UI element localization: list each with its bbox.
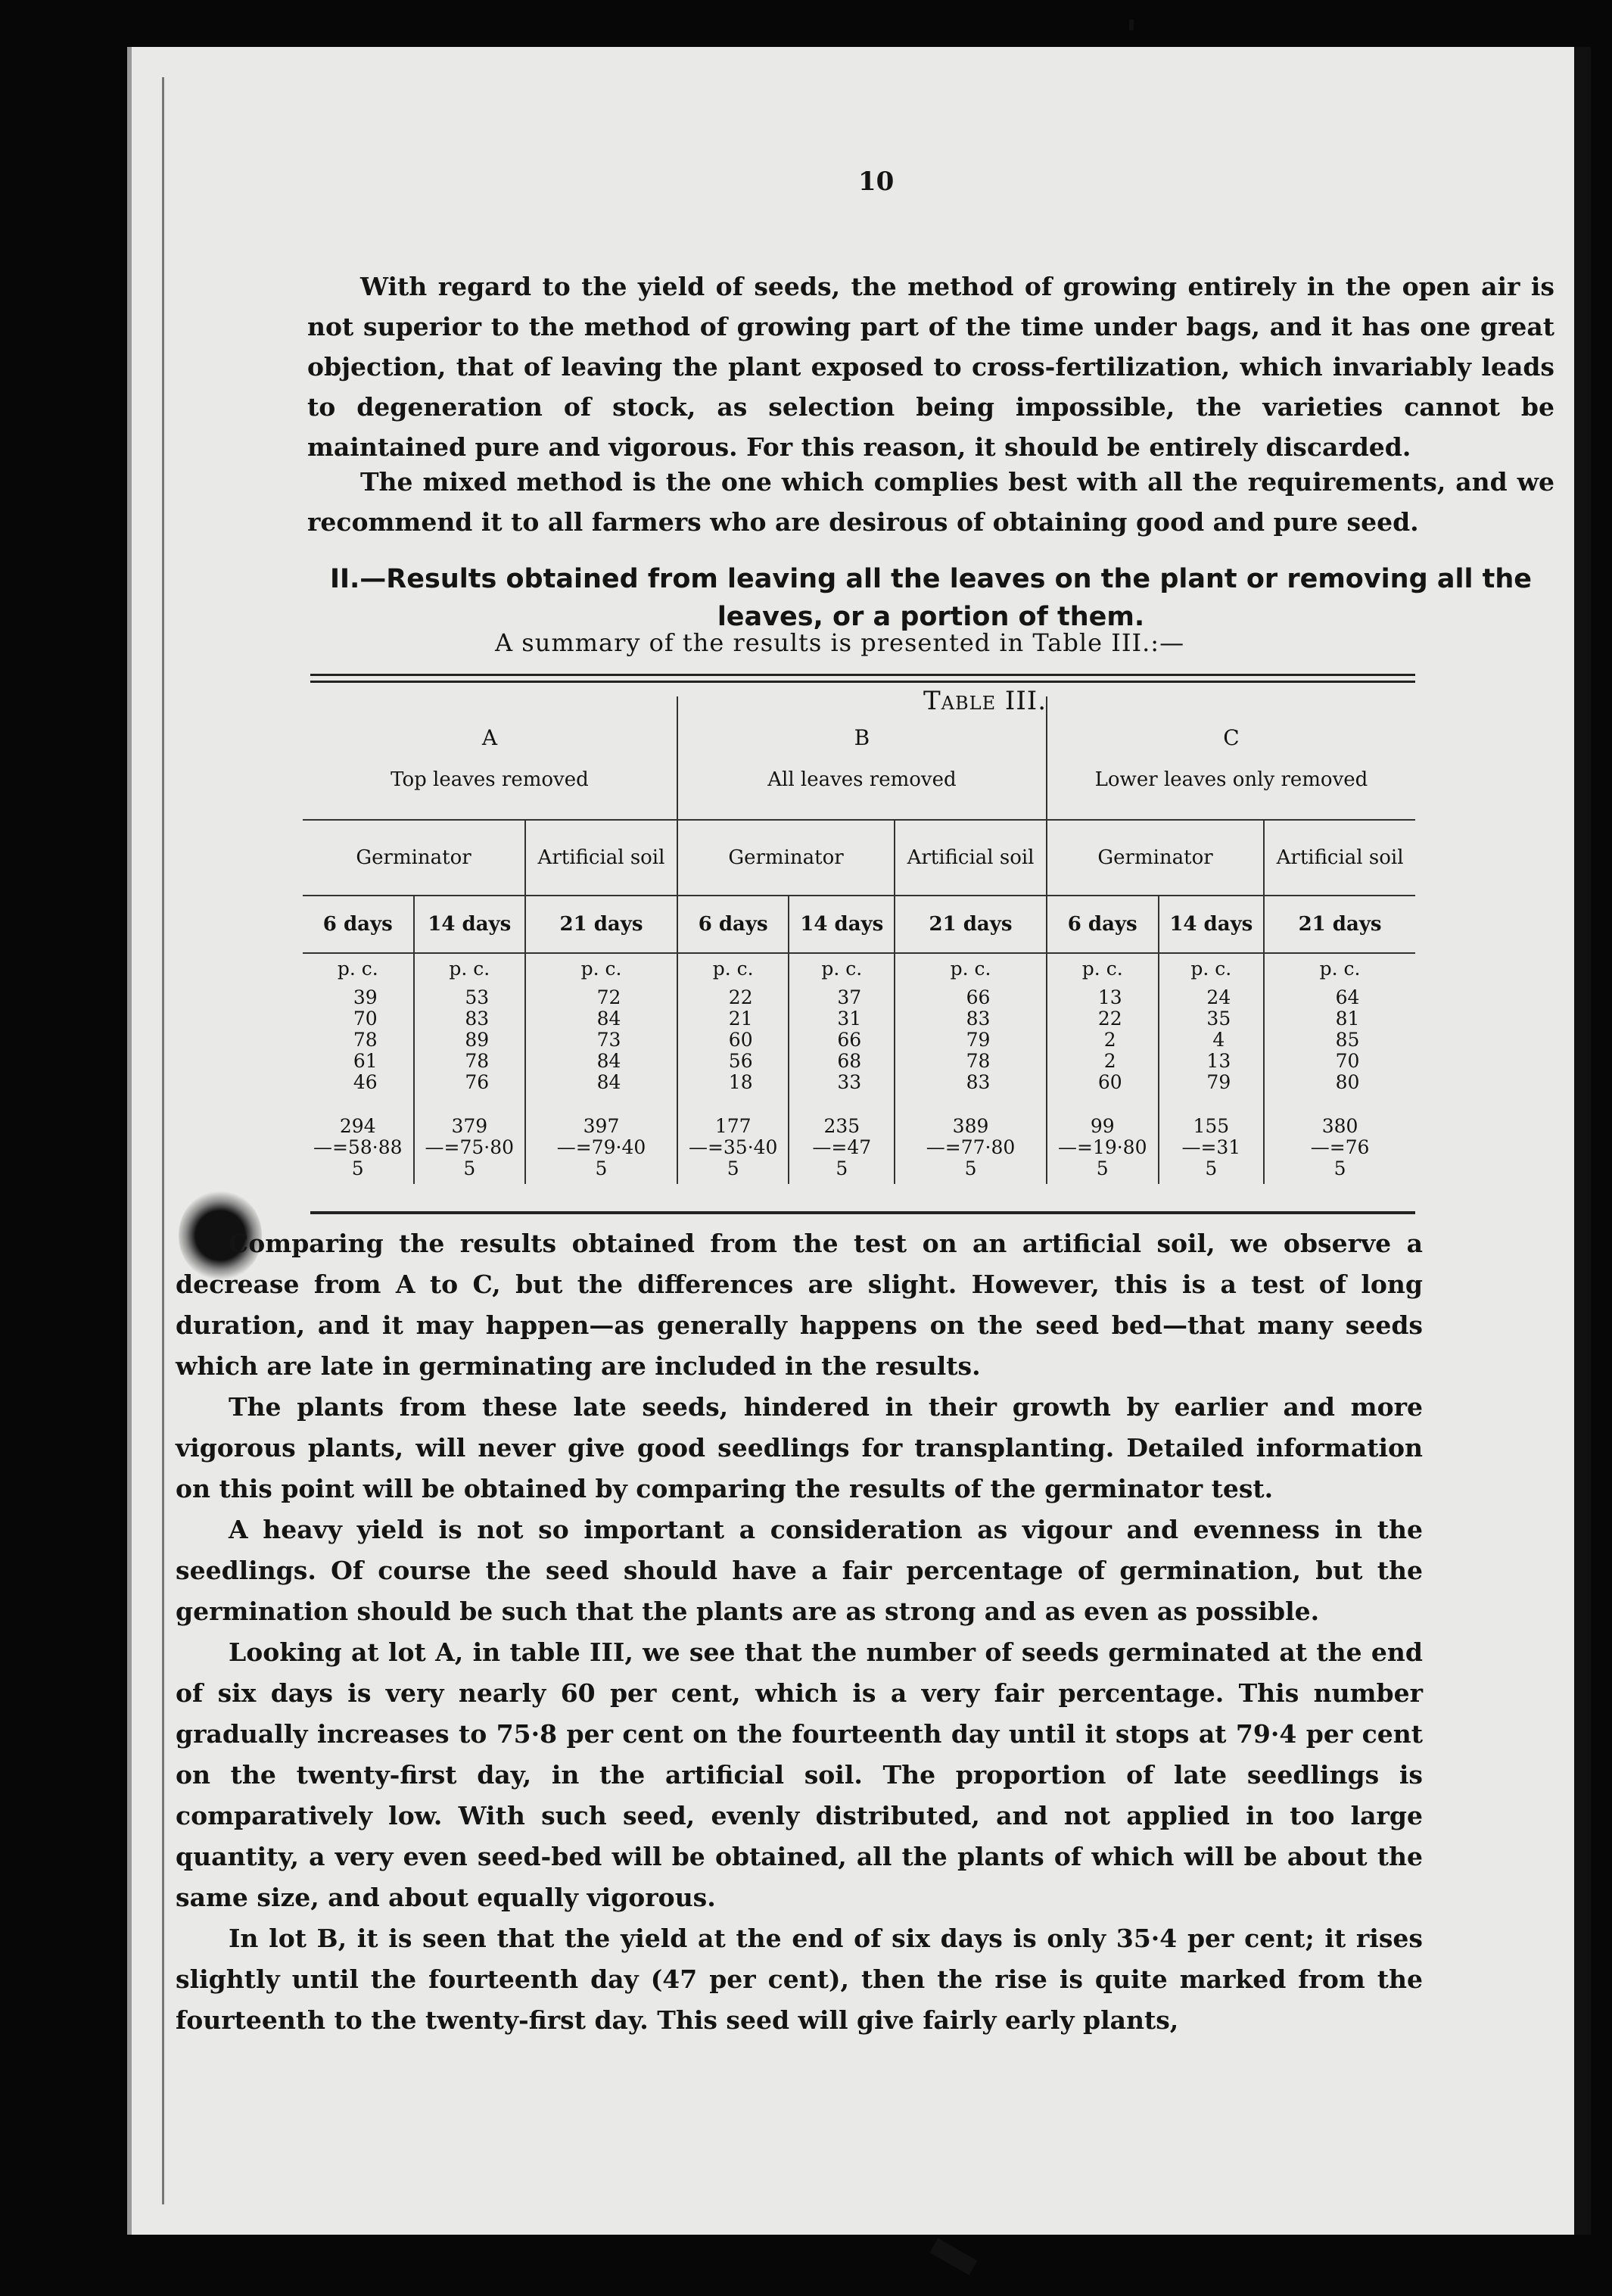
value: 78: [966, 1050, 991, 1072]
table-bottom-rule: [310, 1211, 1415, 1214]
value: 53: [465, 986, 490, 1008]
value: 66: [837, 1029, 862, 1051]
days-cell: 21 days: [525, 896, 677, 953]
value: 81: [1335, 1008, 1360, 1030]
unit-label: p. c.: [337, 958, 378, 980]
group-label: Lower leaves only removed: [1094, 768, 1368, 791]
group-c-header: [1047, 696, 1415, 820]
group-a-header: [303, 696, 677, 820]
value: 78: [353, 1029, 378, 1051]
data-cell: [1159, 953, 1265, 1184]
column-total: 177: [714, 1115, 752, 1137]
unit-label: p. c.: [1319, 958, 1361, 980]
value: 22: [728, 986, 753, 1008]
column-total: 235: [823, 1115, 860, 1137]
column-total: 379: [451, 1115, 488, 1137]
value: 31: [837, 1008, 862, 1030]
section-heading: II.—Results obtained from leaving all the leaves on the plant or removing all the leaves, or a portion of them.: [329, 564, 1533, 632]
value: 24: [1206, 986, 1231, 1008]
scan-speck: [1129, 20, 1134, 30]
value: 2: [1103, 1050, 1116, 1072]
data-cell: [525, 953, 677, 1184]
germinator-header: Germinator: [677, 820, 895, 896]
days-header-row: [303, 896, 1415, 953]
value: 33: [837, 1071, 862, 1093]
value: 76: [465, 1071, 490, 1093]
days-cell: 21 days: [1264, 896, 1415, 953]
group-header-row: [303, 696, 1415, 820]
value: 18: [728, 1071, 753, 1093]
value: 66: [966, 986, 991, 1008]
days-cell: 6 days: [677, 896, 789, 953]
unit-label: p. c.: [580, 958, 622, 980]
value: 84: [596, 1008, 621, 1030]
value: 83: [966, 1008, 991, 1030]
group-letter: C: [1223, 724, 1240, 750]
column-total: 397: [583, 1115, 620, 1137]
value: 13: [1206, 1050, 1231, 1072]
intro-paragraph-2: [307, 462, 1554, 542]
paragraph: The mixed method is the one which complies best with all the requirements, and we recommend it to all farmers who are desirous of obtaining good and pure seed.: [307, 467, 1554, 537]
column-average: —=47: [812, 1136, 872, 1158]
value: 79: [1206, 1071, 1231, 1093]
paragraph: A heavy yield is not so important a consideration as vigour and evenness in the seedlings. Of course the seed should have a fair percentage of germination, but the germination should be such that the plants are as strong and as even as possible.: [176, 1515, 1423, 1626]
days-cell: 6 days: [303, 896, 414, 953]
value: 78: [465, 1050, 490, 1072]
column-average: —=75·80: [425, 1136, 515, 1158]
data-row: [303, 953, 1415, 1184]
group-label: All leaves removed: [767, 768, 957, 791]
paragraph: Comparing the results obtained from the test on an artificial soil, we observe a decrease from A to C, but the differences are slight. However, this is a test of long duration, and it may happen—as generally happens on the seed bed—that many seeds which are late in germinating are included in the results.: [176, 1229, 1423, 1381]
artificial-soil-header: Artificial soil: [525, 820, 677, 896]
column-average: —=35·40: [688, 1136, 778, 1158]
column-total: 99: [1090, 1115, 1115, 1137]
column-total: 389: [952, 1115, 989, 1137]
value: 13: [1097, 986, 1122, 1008]
data-cell: [414, 953, 526, 1184]
body-text: [176, 1223, 1423, 2041]
column-average: —=58·88: [313, 1136, 403, 1158]
column-total: 294: [339, 1115, 376, 1137]
value: 37: [837, 986, 862, 1008]
artificial-soil-header: Artificial soil: [1264, 820, 1415, 896]
germinator-header: Germinator: [303, 820, 525, 896]
paragraph: With regard to the yield of seeds, the method of growing entirely in the open air is not superior to the method of growing part of the time under bags, and it has one great objection, that of leaving the plant exposed to cross-fertilization, which invariably leads to degeneration of stock, as selection being impossible, the varieties cannot be maintained pure and vigorous. For this reason, it should be entirely discarded.: [307, 272, 1554, 462]
binding-rule: [162, 77, 164, 2204]
unit-label: p. c.: [821, 958, 863, 980]
days-cell: 21 days: [895, 896, 1047, 953]
group-letter: A: [481, 724, 498, 750]
table-title: Table III.: [923, 686, 1047, 716]
value: 60: [728, 1029, 753, 1051]
divisor: 5: [595, 1157, 608, 1179]
value: 56: [728, 1050, 753, 1072]
value: 60: [1097, 1071, 1122, 1093]
value: 22: [1097, 1008, 1122, 1030]
value: 4: [1212, 1029, 1225, 1051]
data-cell: [895, 953, 1047, 1184]
value: 70: [1335, 1050, 1360, 1072]
intro-paragraph-1: [307, 266, 1554, 467]
divisor: 5: [463, 1157, 476, 1179]
data-cell: [789, 953, 895, 1184]
data-cell: [303, 953, 414, 1184]
group-b-header: [677, 696, 1047, 820]
data-cell: [1047, 953, 1159, 1184]
group-letter: B: [854, 724, 870, 750]
column-average: —=19·80: [1057, 1136, 1147, 1158]
value: 85: [1335, 1029, 1360, 1051]
value: 2: [1103, 1029, 1116, 1051]
days-cell: 14 days: [1159, 896, 1265, 953]
paragraph: In lot B, it is seen that the yield at the end of six days is only 35·4 per cent; it rises slightly until the fourteenth day (47 per cent), then the rise is quite marked from the fourteenth to the twenty-first day. This seed will give fairly early plants,: [176, 1924, 1423, 2035]
value: 73: [596, 1029, 621, 1051]
divisor: 5: [836, 1157, 848, 1179]
column-total: 155: [1193, 1115, 1230, 1137]
unit-label: p. c.: [1081, 958, 1123, 980]
method-header-row: [303, 820, 1415, 896]
value: 46: [353, 1071, 378, 1093]
divisor: 5: [1333, 1157, 1346, 1179]
value: 70: [353, 1008, 378, 1030]
page-edge-shadow: [1574, 47, 1591, 2235]
column-total: 380: [1321, 1115, 1358, 1137]
page-number: 10: [858, 167, 895, 197]
divisor: 5: [1096, 1157, 1109, 1179]
column-average: —=77·80: [926, 1136, 1016, 1158]
column-average: —=31: [1181, 1136, 1241, 1158]
results-table: [303, 696, 1415, 1184]
divisor: 5: [727, 1157, 739, 1179]
divisor: 5: [351, 1157, 364, 1179]
value: 68: [837, 1050, 862, 1072]
group-label: Top leaves removed: [391, 768, 589, 791]
column-average: —=79·40: [556, 1136, 646, 1158]
value: 21: [728, 1008, 753, 1030]
value: 89: [465, 1029, 490, 1051]
value: 80: [1335, 1071, 1360, 1093]
days-cell: 14 days: [789, 896, 895, 953]
table-top-rule: [310, 674, 1415, 683]
value: 39: [353, 986, 378, 1008]
data-cell: [677, 953, 789, 1184]
value: 72: [596, 986, 621, 1008]
unit-label: p. c.: [950, 958, 991, 980]
unit-label: p. c.: [712, 958, 754, 980]
summary-line: A summary of the results is presented in Table III.:—: [495, 628, 1185, 657]
germinator-header: Germinator: [1047, 820, 1264, 896]
unit-label: p. c.: [1190, 958, 1232, 980]
value: 84: [596, 1071, 621, 1093]
value: 83: [966, 1071, 991, 1093]
days-cell: 14 days: [414, 896, 526, 953]
days-cell: 6 days: [1047, 896, 1159, 953]
value: 84: [596, 1050, 621, 1072]
value: 79: [966, 1029, 991, 1051]
column-average: —=76: [1310, 1136, 1370, 1158]
value: 83: [465, 1008, 490, 1030]
paragraph: The plants from these late seeds, hindered in their growth by earlier and more vigorous plants, will never give good seedlings for transplanting. Detailed information on this point will be obtained by comparing the results of the germinator test.: [176, 1392, 1423, 1503]
artificial-soil-header: Artificial soil: [895, 820, 1047, 896]
divisor: 5: [1205, 1157, 1218, 1179]
value: 61: [353, 1050, 378, 1072]
scan-speck: [930, 2238, 978, 2275]
value: 35: [1206, 1008, 1231, 1030]
divisor: 5: [964, 1157, 977, 1179]
data-cell: [1264, 953, 1415, 1184]
paragraph: Looking at lot A, in table III, we see that the number of seeds germinated at the end of six days is very nearly 60 per cent, which is a very fair percentage. This number gradually increases to 75·8 per cent on the fourteenth day until it stops at 79·4 per cent on the twenty-first day, in the artificial soil. The proportion of late seedlings is comparatively low. With such seed, evenly distributed, and not applied in too large quantity, a very even seed-bed will be obtained, all the plants of which will be about the same size, and about equally vigorous.: [176, 1637, 1423, 1912]
unit-label: p. c.: [449, 958, 490, 980]
value: 64: [1335, 986, 1360, 1008]
